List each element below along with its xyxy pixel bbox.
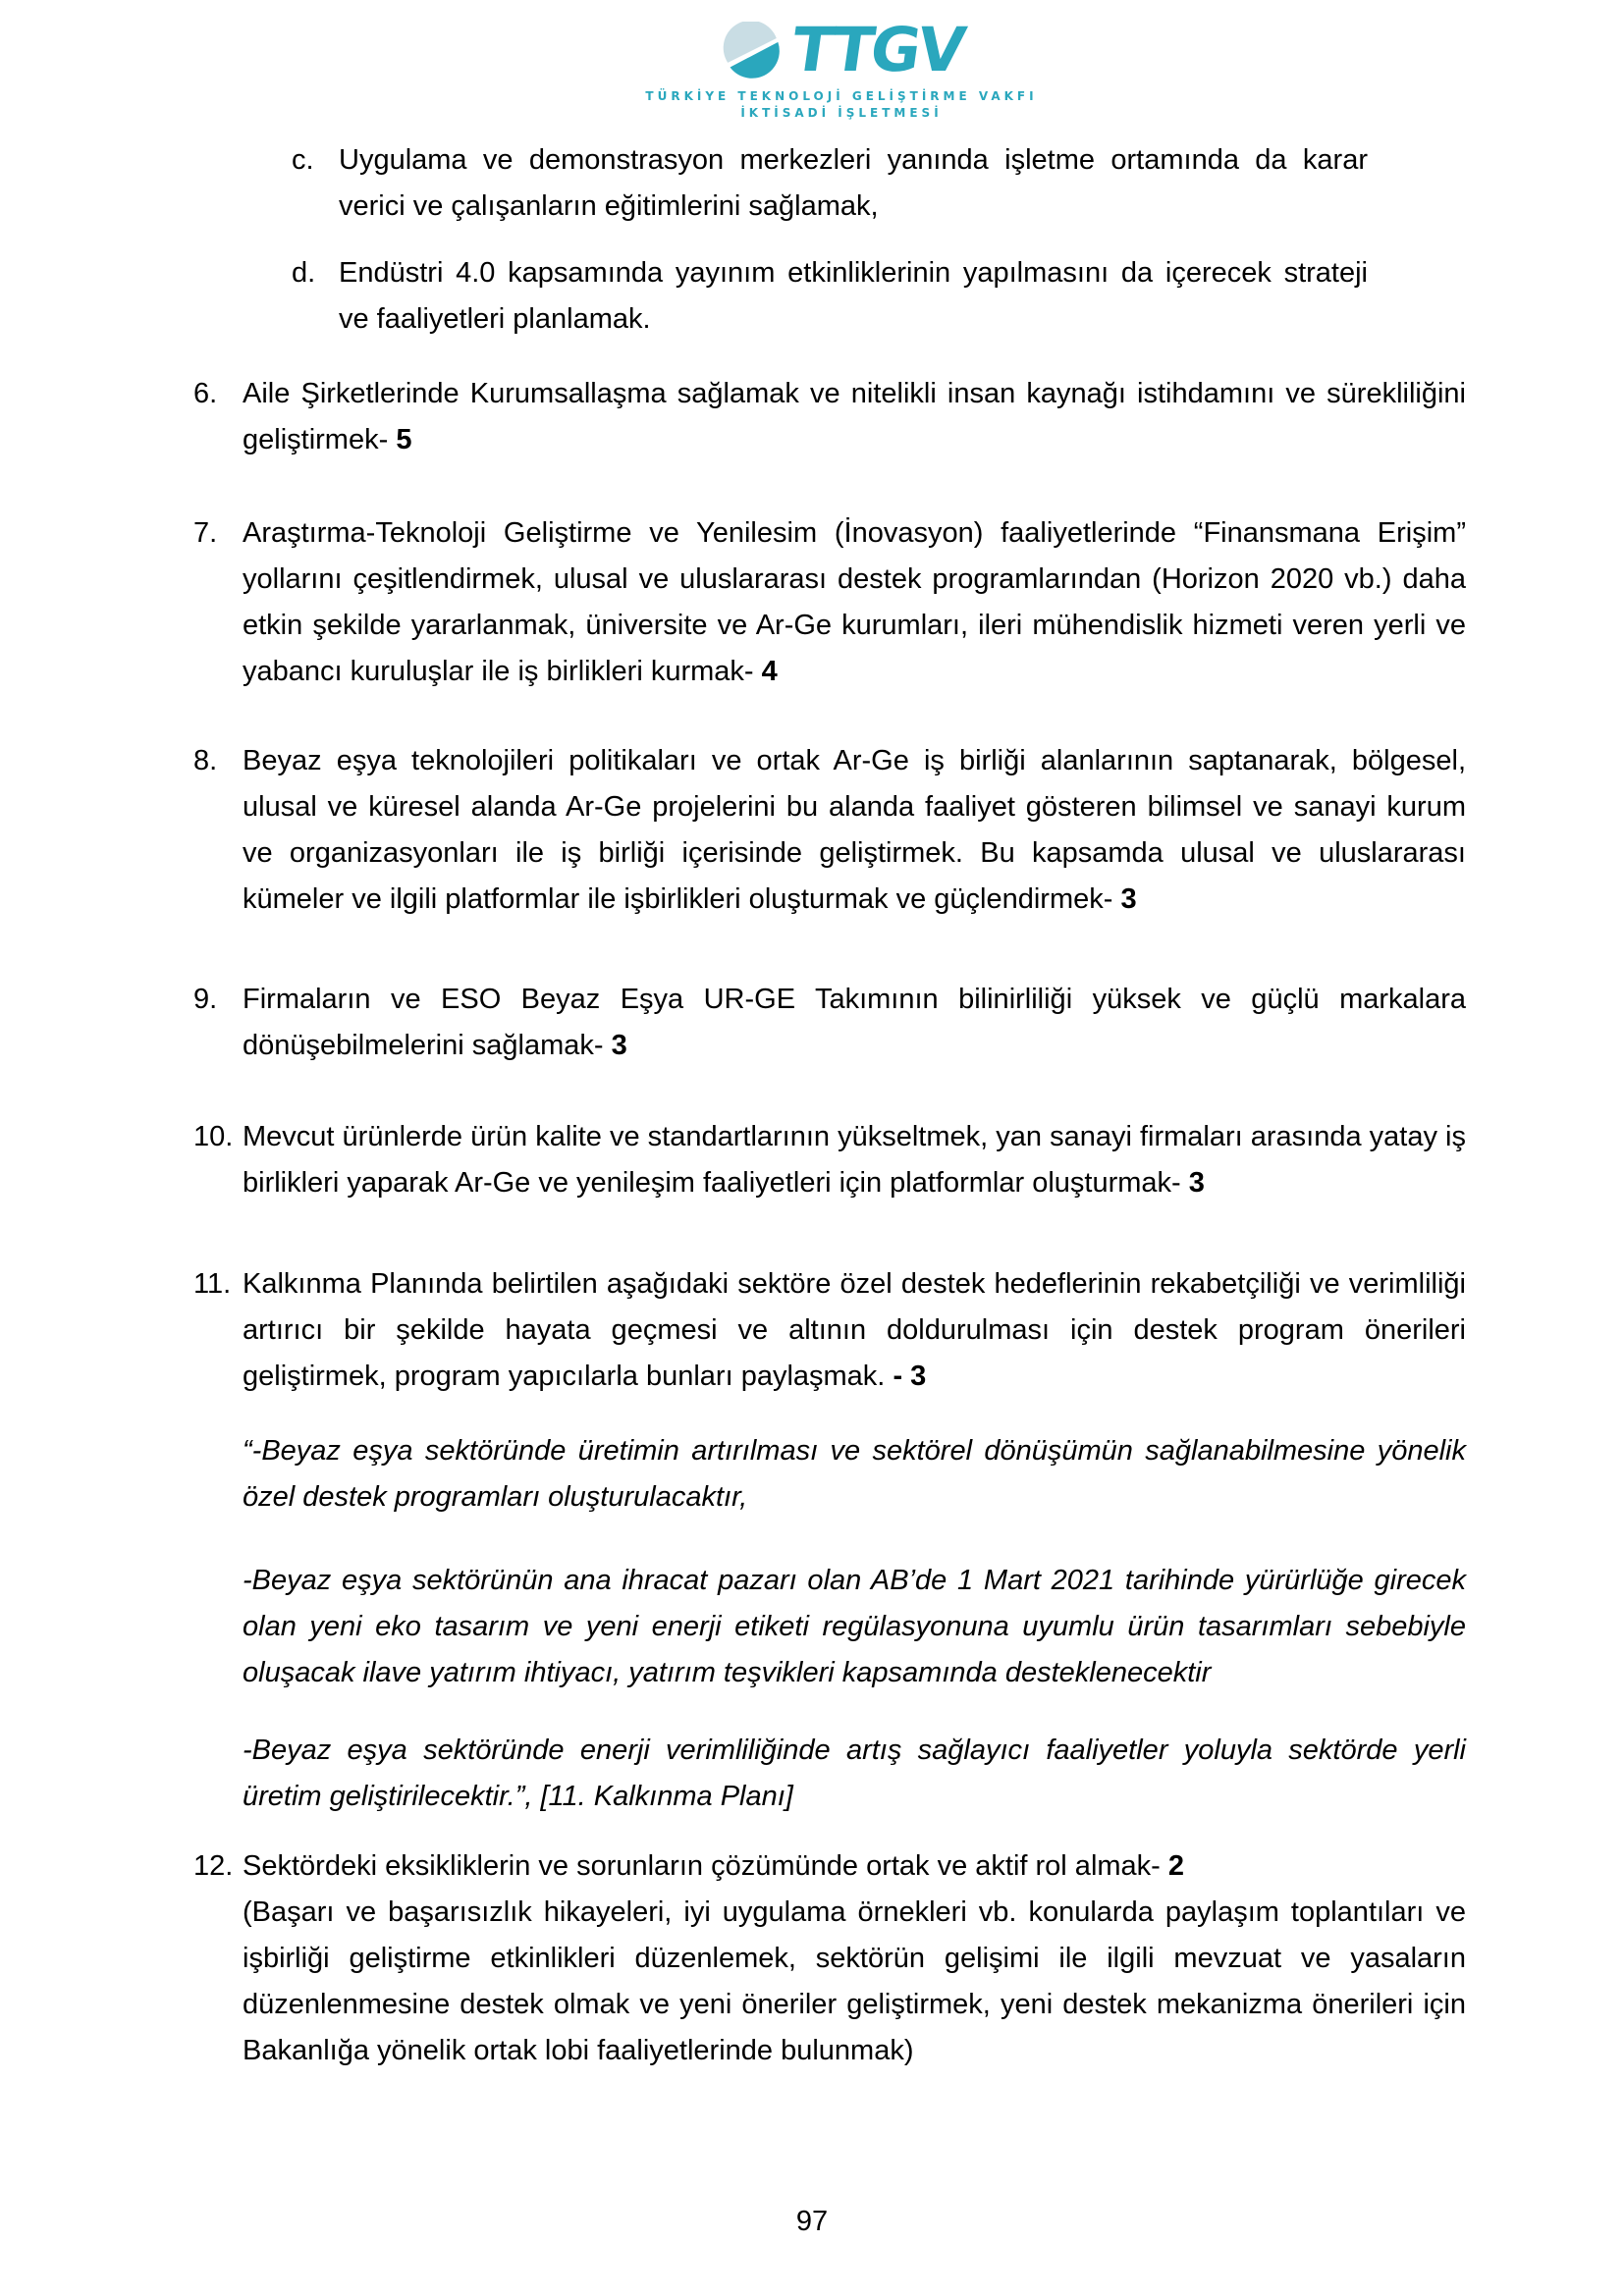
list-item-marker: 12. [193, 1850, 234, 1882]
page-number: 97 [795, 2206, 829, 2237]
list-item-text: Uygulama ve demonstrasyon merkezleri yanında işletme ortamında da karar verici ve çalışanların eğitimlerini sağlamak, [339, 144, 1368, 222]
list-item-score: - 3 [893, 1361, 927, 1392]
logo-subtitle-line2: İKTİSADİ İŞLETMESİ [740, 106, 943, 120]
list-item-marker: 10. [193, 1121, 234, 1152]
list-item-text: Endüstri 4.0 kapsamında yayınım etkinliklerinin yapılmasını da içerecek strateji ve faaliyetleri planlamak. [339, 257, 1368, 335]
list-item-marker: c. [292, 144, 314, 176]
list-item-c [292, 137, 1368, 230]
list-item-marker: 11. [193, 1268, 232, 1300]
ttgv-wordmark: TTGV [786, 14, 967, 85]
list-item-score: 2 [1167, 1850, 1185, 1882]
list-item-text: Mevcut ürünlerde ürün kalite ve standartlarının yükseltmek, yan sanayi firmaları arasında yatay iş birlikleri yaparak Ar-Ge ve yenileşim faaliyetleri için platformlar oluşturmak- [243, 1121, 1466, 1199]
list-item-score: 3 [1188, 1167, 1205, 1199]
list-item-score: 4 [761, 656, 778, 687]
list-item-score: 3 [1120, 883, 1137, 915]
list-item-text: Firmaların ve ESO Beyaz Eşya UR-GE Takımının bilinirliliği yüksek ve güçlü markalara dönüşebilmelerini sağlamak- [243, 984, 1466, 1061]
list-item-text: Kalkınma Planında belirtilen aşağıdaki sektöre özel destek hedeflerinin rekabetçiliği ve verimliliği artırıcı bir şekilde hayata geçmesi ve altının doldurulması için destek program önerileri geliştirmek, program yapıcılarla bunları paylaşmak. [243, 1268, 1466, 1392]
list-item-d [292, 250, 1368, 343]
logo-subtitle-line1: TÜRKİYE TEKNOLOJİ GELİŞTİRME VAKFI [645, 89, 1038, 103]
list-item-marker: 7. [193, 517, 218, 549]
list-item-text: Araştırma-Teknoloji Geliştirme ve Yenilesim (İnovasyon) faaliyetlerinde “Finansmana Erişim” yollarını çeşitlendirmek, ulusal ve uluslararası destek programlarından (Horizon 2020 vb.) daha etkin şekilde yararlanmak, üniversite ve Ar-Ge kurumları, ileri mühendislik hizmeti veren yerli ve yabancı kuruluşlar ile iş birlikleri kurmak- [243, 517, 1466, 687]
list-item-8 [193, 738, 1466, 923]
list-item-marker: d. [292, 257, 316, 289]
list-item-9 [193, 977, 1466, 1069]
quote-paragraph-2: -Beyaz eşya sektörünün ana ihracat pazarı olan AB’de 1 Mart 2021 tarihinde yürürlüğe girecek olan yeni eko tasarım ve yeni enerji etiketi regülasyonuna uyumlu ürün tasarımları sebebiyle oluşacak ilave yatırım ihtiyacı, yatırım teşvikleri kapsamında desteklenecektir [243, 1565, 1466, 1688]
list-item-text: Beyaz eşya teknolojileri politikaları ve ortak Ar-Ge iş birliği alanlarının saptanarak, bölgesel, ulusal ve küresel alanda Ar-Ge projelerini bu alanda faaliyet gösteren bilimsel ve sanayi kurum ve organizasyonları ile iş birliği içerisinde geliştirmek. Bu kapsamda ulusal ve uluslararası kümeler ve ilgili platformlar ile işbirlikleri oluşturmak ve güçlendirmek- [243, 745, 1466, 915]
list-item-score: 3 [611, 1030, 627, 1061]
list-item-note: (Başarı ve başarısızlık hikayeleri, iyi uygulama örnekleri vb. konularda paylaşım toplantıları ve işbirliği geliştirme etkinlikleri düzenlemek, sektörün gelişimi ile ilgili mevzuat ve yasaların düzenlenmesine destek olmak ve yeni öneriler geliştirmek, yeni destek mekanizma önerileri için Bakanlığa yönelik ortak lobi faaliyetlerinde bulunmak) [243, 1896, 1466, 2066]
list-item-6 [193, 371, 1466, 463]
list-item-marker: 8. [193, 745, 218, 776]
list-item-7 [193, 510, 1466, 695]
list-item-10 [193, 1114, 1466, 1206]
list-item-12 [193, 1843, 1466, 2074]
quote-paragraph-3: -Beyaz eşya sektöründe enerji verimliliğinde artış sağlayıcı faaliyetler yoluyla sektörde yerli üretim geliştirilecektir.”, [11. Kalkınma Planı] [243, 1735, 1466, 1812]
list-item-marker: 9. [193, 984, 218, 1015]
quote-paragraph-1: “-Beyaz eşya sektöründe üretimin artırılması ve sektörel dönüşümün sağlanabilmesine yönelik özel destek programları oluşturulacaktır, [243, 1435, 1466, 1513]
list-item-text: Sektördeki eksikliklerin ve sorunların çözümünde ortak ve aktif rol almak- [243, 1850, 1161, 1882]
list-item-text: Aile Şirketlerinde Kurumsallaşma sağlamak ve nitelikli insan kaynağı istihdamını ve sürekliliğini geliştirmek- [243, 378, 1466, 455]
list-item-11 [193, 1261, 1466, 1400]
list-item-score: 5 [396, 424, 412, 455]
list-item-marker: 6. [193, 378, 218, 409]
document-body [193, 0, 1466, 2074]
